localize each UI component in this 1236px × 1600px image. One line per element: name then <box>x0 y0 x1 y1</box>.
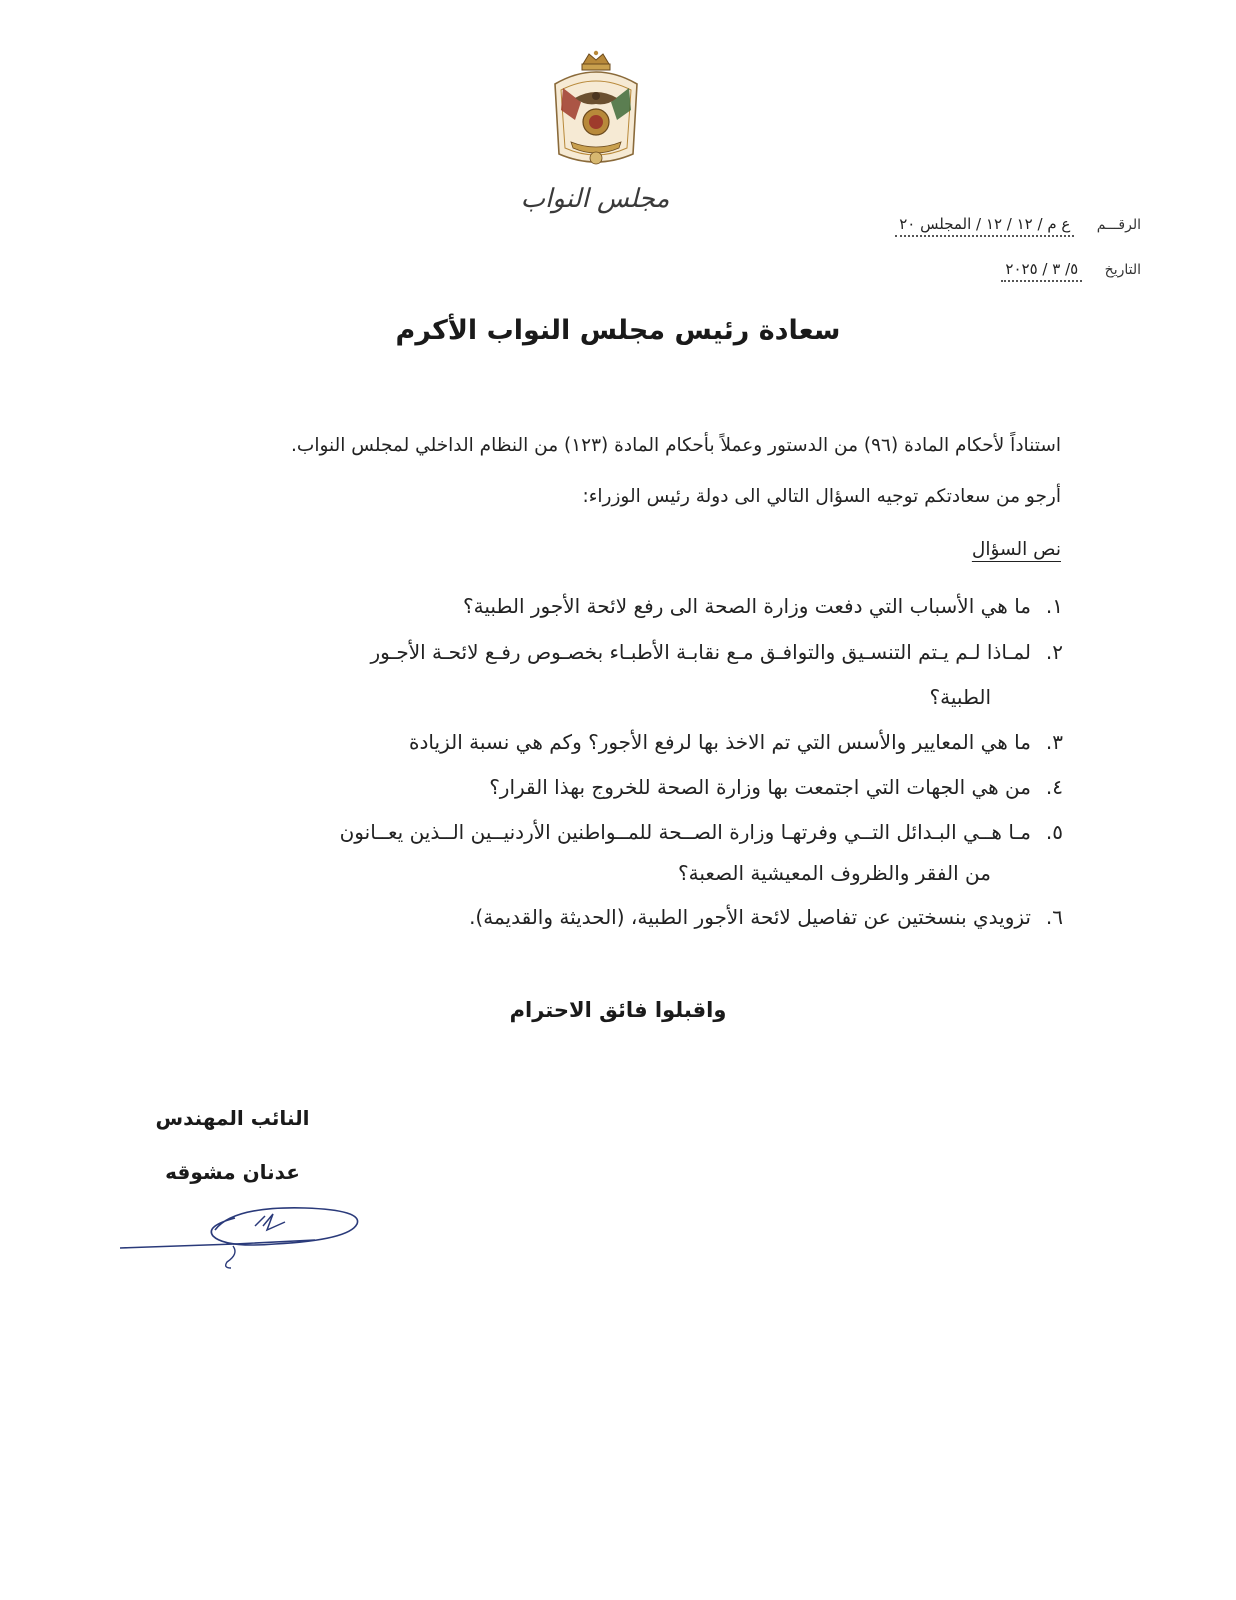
question-number: ٦. <box>1045 905 1063 929</box>
reference-date-label: التاريخ <box>1104 262 1141 278</box>
question-number: ٥. <box>1045 820 1063 844</box>
reference-number-value: ع م / ١٢ / ١٢ / المجلس ٢٠ <box>895 215 1074 237</box>
question-text: لمـاذا لـم يـتم التنسـيق والتوافـق مـع نقابـة الأطبـاء بخصـوص رفـع لائحـة الأجـور <box>370 640 1031 664</box>
question-text-continuation: الطبية؟ <box>929 685 991 709</box>
reference-number-row <box>895 215 1141 237</box>
question-item <box>409 730 1063 754</box>
reference-date-value: ٥/ ٣ / ٢٠٢٥ <box>1001 260 1082 282</box>
handwritten-signature <box>115 1196 365 1272</box>
question-number: ٣. <box>1045 730 1063 754</box>
question-item <box>463 594 1063 618</box>
request-paragraph: أرجو من سعادتكم توجيه السؤال التالي الى دولة رئيس الوزراء: <box>582 486 1061 507</box>
question-text-continuation: من الفقر والظروف المعيشية الصعبة؟ <box>678 861 991 885</box>
question-text: من هي الجهات التي اجتمعت بها وزارة الصحة للخروج بهذا القرار؟ <box>489 775 1031 799</box>
reference-date-row <box>1001 260 1141 282</box>
question-text: ما هي المعايير والأسس التي تم الاخذ بها لرفع الأجور؟ وكم هي نسبة الزيادة <box>409 730 1031 754</box>
question-text: ما هي الأسباب التي دفعت وزارة الصحة الى رفع لائحة الأجور الطبية؟ <box>463 594 1031 618</box>
question-number: ٤. <box>1045 775 1063 799</box>
question-number: ٢. <box>1045 640 1063 664</box>
intro-paragraph: استناداً لأحكام المادة (٩٦) من الدستور وعملاً بأحكام المادة (١٢٣) من النظام الداخلي لمجلس النواب. <box>291 435 1061 456</box>
question-item <box>469 905 1063 929</box>
question-text: مـا هــي البـدائل التــي وفرتهـا وزارة الصــحة للمــواطنين الأردنيــين الــذين يعــانون <box>339 820 1031 844</box>
signatory-name: عدنان مشوقه <box>165 1160 300 1184</box>
question-number: ١. <box>1045 594 1063 618</box>
signatory-title: النائب المهندس <box>155 1106 310 1130</box>
question-item <box>339 820 1063 844</box>
coat-of-arms-emblem <box>545 50 647 172</box>
question-text: تزويدي بنسختين عن تفاصيل لائحة الأجور الطبية، (الحديثة والقديمة). <box>469 905 1031 929</box>
reference-number-label: الرقـــم <box>1096 217 1141 233</box>
council-name-logotype: مجلس النواب <box>520 184 670 214</box>
question-heading: نص السؤال <box>971 539 1061 560</box>
salutation-heading: سعادة رئيس مجلس النواب الأكرم <box>395 315 841 346</box>
question-item <box>370 640 1063 664</box>
closing-line: واقبلوا فائق الاحترام <box>509 998 727 1022</box>
question-item <box>489 775 1063 799</box>
